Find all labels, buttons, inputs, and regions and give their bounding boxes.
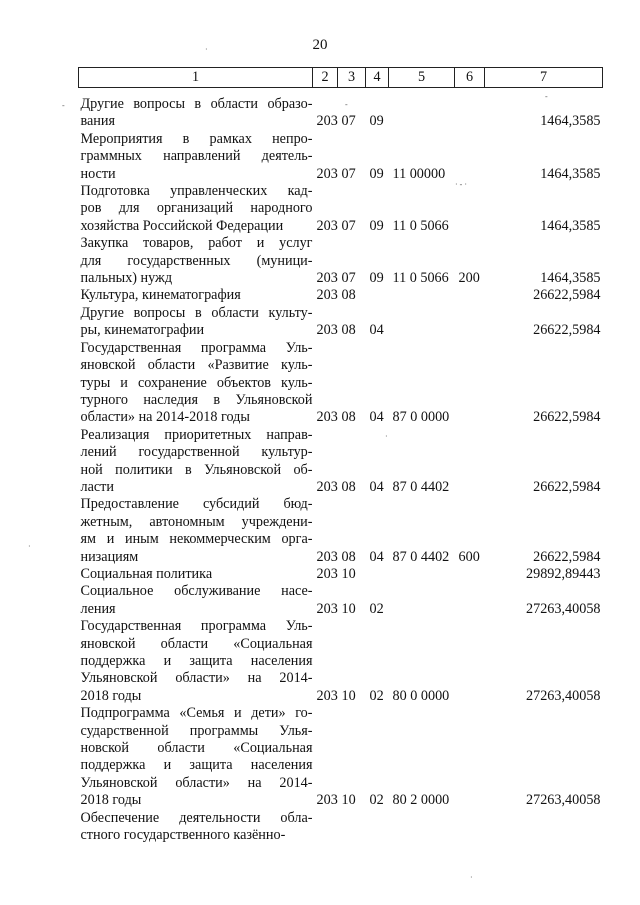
table-body [79,88,603,845]
row-code-c3: 07 [341,165,356,182]
row-code-c6 [455,618,485,705]
row-code-c5 [389,88,455,131]
row-code-c3: 10 [341,792,356,809]
row-code-c3: 08 [341,322,356,339]
row-amount: 26622,5984 [533,287,601,304]
table-row [79,287,603,304]
table-row [79,183,603,235]
row-code-c5: 87 0 4402 [392,478,450,495]
row-code-c3: 08 [341,287,356,304]
row-code-c5: 80 2 0000 [392,792,450,809]
table-row [79,496,603,566]
row-amount: 27263,40058 [526,600,601,617]
row-code-c2: 203 [316,165,338,182]
header-col-2: 2 [313,68,338,88]
row-code-c4: 02 [369,687,384,704]
row-code-c3: 07 [341,270,356,287]
row-description: Другие вопросы в области культу- ры, кинематографии [80,304,313,339]
row-description: Государственная программа Уль- яновской области «Социальная поддержка и защита населения Ульяновской области» на 2014- 2018 годы [80,618,313,704]
header-row [79,68,603,88]
table-row [79,566,603,583]
row-code-c5: 87 0 0000 [392,409,450,426]
row-code-c3: 10 [341,687,356,704]
row-code-c4: 04 [369,548,384,565]
row-code-c2: 203 [316,600,338,617]
row-code-c2: 203 [316,687,338,704]
row-amount: 26622,5984 [533,322,601,339]
row-code-c4: 02 [369,792,384,809]
row-code-c2: 203 [316,478,338,495]
row-code-c5: 11 0 5066 [392,270,449,287]
table-row [79,88,603,131]
header-col-7: 7 [485,68,603,88]
header-col-6: 6 [455,68,485,88]
row-code-c4 [366,566,389,583]
row-description: Государственная программа Уль- яновской области «Развитие куль- туры и сохранение объектов куль- турного наследия в Ульяновской области» на 2014-2018 годы [80,339,313,426]
table-row [79,340,603,427]
scan-mark: - [62,101,65,110]
row-code-c6 [455,305,485,340]
row-code-c5: 87 0 4402 [392,548,450,565]
row-amount: 1464,3585 [540,165,601,182]
table-row [79,618,603,705]
row-code-c3: 07 [341,217,356,234]
row-code-c4: 02 [369,600,384,617]
row-code-c3: 08 [341,409,356,426]
row-description: Культура, кинематография [80,287,241,304]
row-amount: 29892,89443 [526,565,601,582]
row-code-c6: 600 [458,548,480,565]
row-code-c6 [455,183,485,235]
row-code-c6 [455,810,485,845]
row-code-c2: 203 [316,409,338,426]
row-code-c6 [455,583,485,618]
row-code-c2: 203 [316,565,338,582]
row-code-c6 [455,340,485,427]
scan-mark: · [28,542,31,551]
row-code-c6 [455,427,485,497]
row-code-c5 [389,810,455,845]
scan-mark: - [545,92,548,101]
row-code-c2: 203 [316,287,338,304]
row-amount [485,810,603,845]
row-code-c6 [455,287,485,304]
row-amount: 27263,40058 [526,687,601,704]
row-amount: 1464,3585 [540,113,601,130]
header-col-3: 3 [338,68,366,88]
row-code-c2: 203 [316,792,338,809]
row-code-c3: 08 [341,548,356,565]
row-amount: 1464,3585 [540,270,601,287]
row-code-c4: 09 [369,165,384,182]
header-col-5: 5 [389,68,455,88]
row-code-c4: 04 [369,322,384,339]
row-code-c4: 04 [369,409,384,426]
header-col-4: 4 [366,68,389,88]
row-description: Подпрограмма «Семья и дети» го- сударственной программы Улья- новской области «Социальная поддержка и защита населения Ульяновской области» на 2014- 2018 годы [80,705,313,809]
row-code-c5 [389,305,455,340]
row-code-c5: 11 00000 [392,165,446,182]
scan-mark: · [470,873,473,882]
table-row [79,305,603,340]
row-code-c3: 07 [341,113,356,130]
scan-mark: · - · [455,180,467,189]
row-code-c6 [455,705,485,809]
row-description: Социальная политика [80,565,213,582]
row-code-c4 [366,287,389,304]
table-row [79,810,603,845]
row-code-c2: 203 [316,548,338,565]
row-code-c3: 10 [341,565,356,582]
row-code-c6 [455,566,485,583]
row-code-c5 [389,287,455,304]
row-amount: 26622,5984 [533,548,601,565]
row-code-c6: 200 [458,270,480,287]
row-code-c5 [389,566,455,583]
header-col-1: 1 [79,68,313,88]
row-amount: 1464,3585 [540,217,601,234]
row-code-c4: 09 [369,113,384,130]
row-code-c2: 203 [316,217,338,234]
budget-table [78,67,603,844]
row-description: Мероприятия в рамках непро- граммных направлений деятель- ности [80,130,313,182]
row-description: Социальное обслуживание насе- ления [80,583,313,617]
table-row [79,705,603,809]
scan-mark: · [205,45,208,54]
row-code-c2: 203 [316,113,338,130]
row-description: Обеспечение деятельности обла- стного государственного казённо- [80,809,313,844]
row-amount: 26622,5984 [533,478,601,495]
row-code-c5 [389,583,455,618]
row-code-c2: 203 [316,270,338,287]
table-row [79,131,603,183]
row-amount: 26622,5984 [533,409,601,426]
row-description: Реализация приоритетных направ- лений государственной культур- ной политики в Ульяновской об- ласти [80,426,313,495]
page-number: 20 [312,37,328,53]
row-code-c3 [338,810,366,845]
table-row [79,235,603,287]
row-code-c5: 80 0 0000 [392,687,450,704]
row-code-c3: 08 [341,478,356,495]
row-code-c4: 09 [369,217,384,234]
row-description: Предоставление субсидий бюд- жетным, автономным учреждени- ям и иным некоммерческим орга- низациям [80,496,313,565]
row-description: Подготовка управленческих кад- ров для организаций народного хозяйства Российской Федерации [80,183,313,234]
row-code-c4: 04 [369,478,384,495]
table-row [79,427,603,497]
row-code-c2 [313,810,338,845]
row-code-c4 [366,810,389,845]
scan-mark: - [345,100,348,109]
row-code-c6 [455,131,485,183]
table-row [79,583,603,618]
row-amount: 27263,40058 [526,792,601,809]
scan-mark: · [385,432,388,441]
row-code-c4: 09 [369,270,384,287]
row-code-c3: 10 [341,600,356,617]
row-description: Другие вопросы в области образо- вания [80,96,313,130]
row-description: Закупка товаров, работ и услуг для государственных (муници- пальных) нужд [80,235,313,287]
row-code-c2: 203 [316,322,338,339]
row-code-c6 [455,88,485,131]
row-code-c5: 11 0 5066 [392,217,449,234]
